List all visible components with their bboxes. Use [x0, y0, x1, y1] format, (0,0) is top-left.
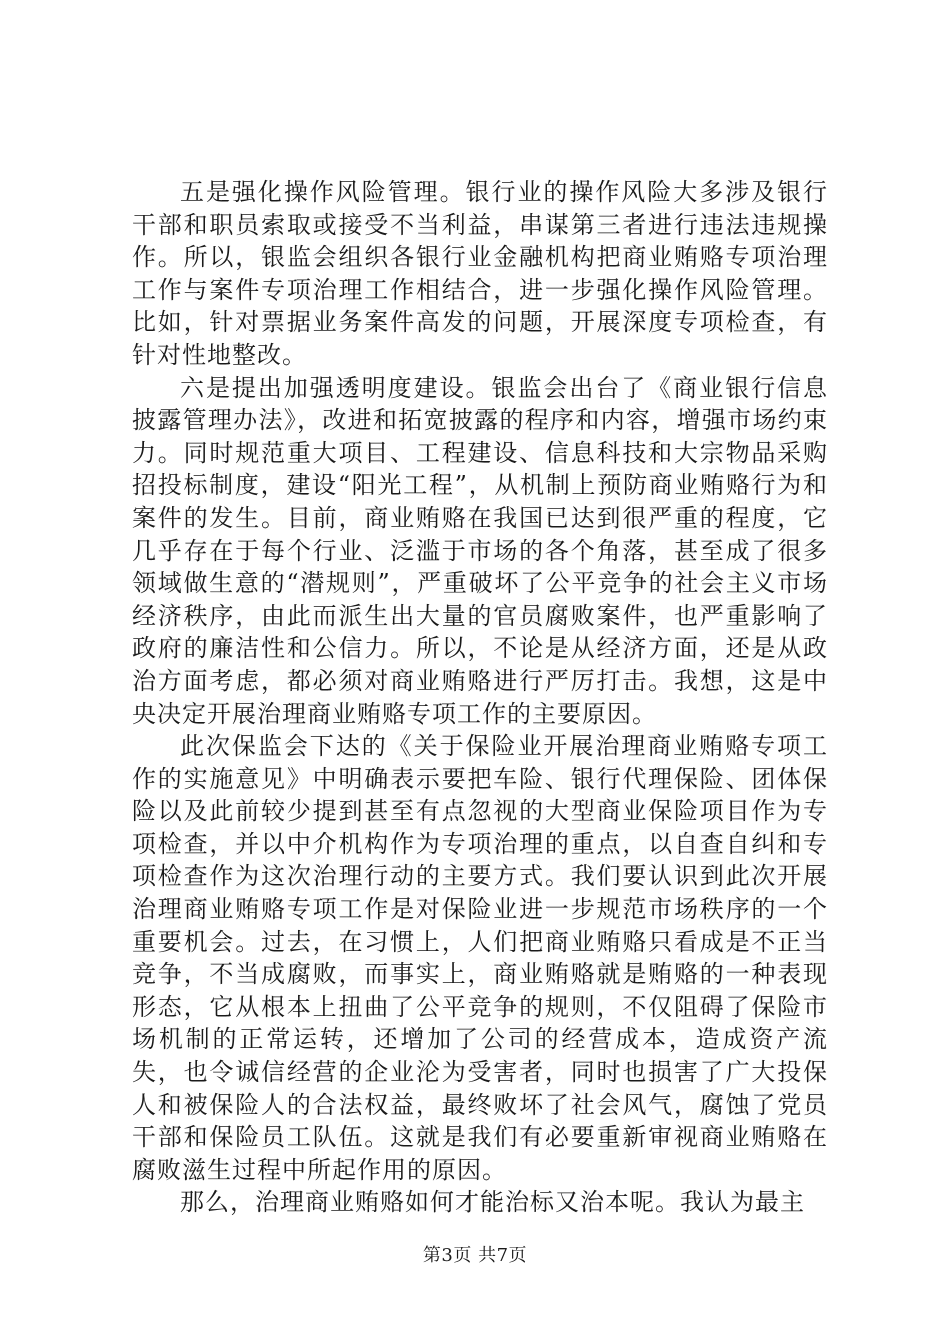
paragraph-governance-question: 那么，治理商业贿赂如何才能治标又治本呢。我认为最主 — [180, 1188, 805, 1217]
paragraph-transparency: 六是提出加强透明度建设。银监会出台了《商业银行信息披露管理办法》，改进和拓宽披露的程序和内容，增强市场约束力。同时规范重大项目、工程建设、信息科技和大宗物品采购招投标制度，建设“阳光工程”，从机制上预防商业贿赂行为和案件的发生。目前，商业贿赂在我国已达到很严重的程度，它几乎存在于每个行业、泛滥于市场的各个角落，甚至成了很多领域做生意的“潜规则”，严重破坏了公平竞争的社会主义市场经济秩序，由此而派生出大量的官员腐败案件，也严重影响了政府的廉洁性和公信力。所以，不论是从经济方面，还是从政治方面考虑，都必须对商业贿赂进行严厉打击。我想，这是中央决定开展治理商业贿赂专项工作的主要原因。 — [132, 373, 828, 728]
paragraph-insurance-opinion: 此次保监会下达的《关于保险业开展治理商业贿赂专项工作的实施意见》中明确表示要把车险、银行代理保险、团体保险以及此前较少提到甚至有点忽视的大型商业保险项目作为专项检查，并以中介机构作为专项治理的重点，以自查自纠和专项检查作为这次治理行动的主要方式。我们要认识到此次开展治理商业贿赂专项工作是对保险业进一步规范市场秩序的一个重要机会。过去，在习惯上，人们把商业贿赂只看成是不正当竞争，不当成腐败，而事实上，商业贿赂就是贿赂的一种表现形态，它从根本上扭曲了公平竞争的规则，不仅阻碍了保险市场机制的正常运转，还增加了公司的经营成本，造成资产流失，也令诚信经营的企业沦为受害者，同时也损害了广大投保人和被保险人的合法权益，最终败坏了社会风气，腐蚀了党员干部和保险员工队伍。这就是我们有必要重新审视商业贿赂在腐败滋生过程中所起作用的原因。 — [132, 732, 828, 1184]
paragraph-operational-risk: 五是强化操作风险管理。银行业的操作风险大多涉及银行干部和职员索取或接受不当利益，串谋第三者进行违法违规操作。所以，银监会组织各银行业金融机构把商业贿赂专项治理工作与案件专项治理工作相结合，进一步强化操作风险管理。比如，针对票据业务案件高发的问题，开展深度专项检查，有针对性地整改。 — [132, 178, 828, 369]
page-number-footer: 第3页 共7页 — [422, 1245, 528, 1266]
document-body — [132, 176, 828, 1219]
